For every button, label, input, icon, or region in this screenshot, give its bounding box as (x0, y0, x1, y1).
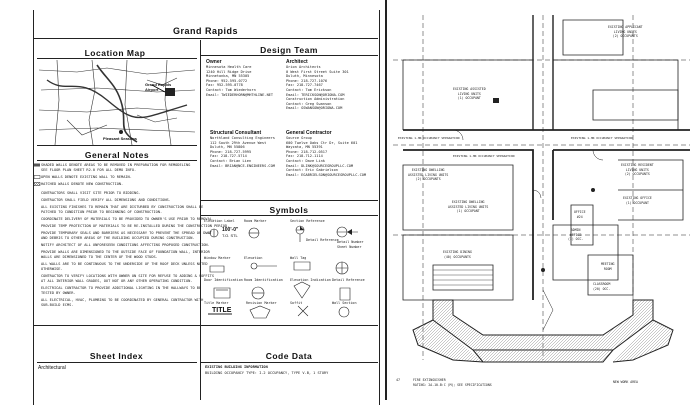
symbol-label: Door Identification (204, 278, 243, 282)
symbol-label: Wall Section (332, 301, 357, 305)
contractor-heading: General Contractor (286, 130, 332, 136)
symbols-heading: Symbols (269, 205, 309, 215)
symbol-label: Detail Reference (332, 278, 365, 282)
room-label: EXISTING DWELLING ASSISTED LIVING UNITS (2) OCCUPANTS (408, 168, 449, 182)
separation-label: EXISTING 1-HR OCCUPANCY SEPARATION (398, 136, 460, 140)
symbols-panel (202, 218, 378, 323)
legend-right: NEW WORK AREA (613, 380, 638, 384)
note-line: ELECTRICAL CONTRACTOR TO PROVIDE ADDITIONAL LIGHTING IN THE HALLWAYS TO BE (41, 286, 202, 290)
owner-line: Email: TWIEDERHORN@MHTHLINE.NET (206, 92, 274, 97)
contractor-line: Fax: 218-712-1114 (286, 154, 323, 159)
room-label: EXISTING DINING (40) OCCUPANTS (443, 250, 472, 259)
architect-line: Contact: Tom Erickson (286, 87, 332, 92)
architect-line: Construction Administration (286, 97, 345, 102)
owner-block (206, 59, 284, 97)
legend-left: FIRE EXTINGUISHER RATING: 2A-10-B:C (M); SEE SPECIFICATIONS (413, 378, 492, 387)
elev-value: 100'-0" (222, 227, 239, 233)
symbol-label: Revision Marker (246, 301, 277, 305)
contractor-line: Contact: Dave Link (286, 158, 325, 163)
owner-line: Phone: 952-595-0772 (206, 78, 248, 83)
airport-label: Grand Rapids Airport (145, 82, 172, 92)
symbol-label: Section Reference (290, 219, 325, 223)
architect-line: Duluth, Minnesota (286, 74, 323, 79)
architect-line: Orion Architects (286, 65, 321, 69)
symbol-label: Sheet Number (337, 245, 362, 249)
corner-number: 47 (396, 378, 401, 382)
general-notes-heading: General Notes (84, 150, 150, 160)
room-label: MEETING ROOM (601, 262, 615, 271)
contractor-line: 600 Twelve Oaks Ctr Dr, Suite 601 (286, 140, 358, 145)
owner-line: Contact: Tom Wiederhorn (206, 87, 256, 92)
sheet-title: Grand Rapids (172, 26, 238, 36)
owner-line: Minnesota Health Care (206, 65, 252, 69)
architect-heading: Architect (286, 59, 308, 65)
location-map-rule (37, 58, 197, 59)
general-notes-rule (37, 160, 197, 161)
contractor-block (286, 130, 376, 177)
symbol-label: Title Marker (204, 301, 229, 305)
note-line: SUB-BUILD ECMS. (41, 302, 74, 307)
note-line: NOTIFY ARCHITECT OF ALL UNFORESEEN CONDITIONS AFFECTING PROPOSED CONSTRUCTION. (41, 243, 210, 247)
owner-line: Minnetonka, MN 55305 (206, 74, 250, 79)
architect-line: Email: TERICKSON@ORIONA.COM (286, 92, 345, 97)
symbol-label: Wall Tag (290, 256, 307, 260)
architect-block (286, 59, 376, 111)
contractor-line: Email: DLINK@SOURCEGROUPLLC.COM (286, 163, 354, 168)
room-label: EXISTING DWELLING ASSISTED LIVING UNITS (1) OCCUPANT (448, 200, 489, 214)
sheet-index-heading: Sheet Index (89, 351, 144, 361)
room-label: EXISTING APPLICANT LIVING UNITS (2) OCCUPANTS (608, 25, 643, 39)
note-line: TESTED BY OWNER. (41, 290, 76, 295)
note-line: SEE FLOOR PLAN SHEET R2.0 FOR ALL DEMO INFO. (41, 167, 137, 172)
note-line: ALL EXISTING FINISHES TO REMAIN THAT ARE DISTURBED BY CONSTRUCTION SHALL BE (41, 205, 204, 209)
contractor-line: Phone: 218-712-0517 (286, 149, 328, 154)
symbol-label: Room Identification (244, 278, 283, 282)
note-line: COORDINATE DELIVERY OF MATERIALS TO BE PROVIDED TO OWNER'S USE PRIOR TO REMOVAL. (41, 217, 215, 221)
location-map (37, 60, 197, 146)
symbol-label: Elevation Indication (290, 278, 331, 282)
design-team-heading: Design Team (260, 45, 318, 55)
room-label: EXISTING RESIDENT LIVING UNITS (2) OCCUPANTS (621, 163, 654, 177)
symbol-label: Room Marker (244, 219, 267, 223)
contractor-line: Source Group (286, 136, 312, 140)
location-map-heading: Location Map (84, 48, 146, 58)
symbol-label: Elevation Label (204, 219, 235, 223)
room-label: EXISTING OFFICE (1) OCCUPANT (623, 196, 652, 205)
structural-line: Duluth, MN 55806 (210, 145, 245, 150)
code-data-line: BUILDING OCCUPANCY TYPE: I-2 OCCUPANCY, TYPE V-B, 1 STORY (205, 371, 329, 375)
note-line: AND DEBRIS TO OTHER AREAS OF THE BUILDING OCCUPIED DURING CONSTRUCTION. (41, 235, 195, 240)
architect-line: Email: GSWANSON@ORIONA.COM (286, 106, 343, 111)
symbols-top-rule (200, 200, 378, 201)
architect-line: Contact: Greg Swanson (286, 101, 332, 106)
note-line: OPEN WALLS DENOTE EXISTING WALL TO REMAIN. (41, 175, 132, 179)
note-line: ALL ELECTRICAL, HVAC, PLUMBING TO BE COORDINATED BY GENERAL CONTRACTOR WITH (41, 298, 204, 302)
separation-label: EXISTING 1-HR OCCUPANCY SEPARATION (453, 154, 515, 158)
code-data-line: EXISTING BUILDING INFORMATION (205, 365, 268, 369)
title-marker-text: TITLE (212, 307, 232, 314)
structural-line: Phone: 218-727-5995 (210, 149, 252, 154)
contractor-line: Email: EGABRIELSON@SOURCEGROUPLLC.COM (286, 172, 367, 177)
structural-line: Contact: Brian Lien (210, 158, 252, 163)
design-team-rule (200, 55, 378, 56)
owner-heading: Owner (206, 59, 222, 65)
note-line: CONTRACTORS SHALL VISIT SITE PRIOR TO BIDDING. (41, 191, 141, 195)
structural-line: Northland Consulting Engineers (210, 136, 275, 140)
design-team-vrule (200, 40, 201, 200)
room-label: OFFICE #24 (574, 210, 586, 219)
symbol-label: Elevation (244, 256, 263, 260)
right-sheet (393, 0, 690, 400)
structural-line: Email: BRIAN@NCE-ENGINEERS.COM (210, 163, 275, 168)
code-data-heading: Code Data (265, 351, 313, 361)
note-line: HATCHED WALLS DENOTE NEW CONSTRUCTION. (41, 182, 124, 186)
title-rule (33, 38, 378, 39)
note-line: PATCHED TO CONDITION PRIOR TO BEGINNING OF CONSTRUCTION. (41, 209, 163, 214)
sheet-index-rule (37, 362, 197, 363)
room-label: EXISTING ASSISTED LIVING UNITS (1) OCCUPANT (453, 87, 486, 101)
park-label: Pleasant Seasons (103, 136, 138, 141)
symbol-label: Detail Number (337, 240, 364, 244)
contractor-line: Contact: Eric Gabrielson (286, 168, 338, 173)
note-line: ALL WALLS ARE TO BE CONTINUOUS TO THE UNDERSIDE OF THE ROOF DECK UNLESS NOTED (41, 262, 208, 266)
structural-line: Fax: 218-727-5714 (210, 154, 247, 159)
symbol-label: Soffit (290, 301, 303, 305)
note-line: AT ALL INTERIOR WALL GRADES, OUT NOT OR ANY OTHER OPERATING CONDITION. (41, 278, 193, 283)
sheet-index-first: Architectural (38, 365, 66, 371)
symbol-label: Window Marker (204, 256, 231, 260)
note-line: WALLS ARE DIMENSIONED TO THE CENTER OF THE WOOD STUDS. (41, 254, 158, 259)
map-graphic (37, 60, 197, 145)
symbols-vrule (200, 200, 201, 325)
bottom-rule (33, 325, 378, 326)
symbol-label: Detail Reference (306, 238, 339, 242)
architect-line: Phone: 218-727-1076 (286, 78, 328, 83)
note-line: CONTRACTOR TO VERIFY LOCATIONS WITH OWNER ON SITE FOR REFUSE TO ADDING & SOFFITS (41, 274, 215, 278)
note-line: PROVIDE TEMP PROTECTION OF MATERIALS TO BE RE-INSTALLED DURING THE CONSTRUCTION PERIOD. (41, 224, 230, 228)
code-data-rule (200, 362, 378, 363)
structural-line: 112 South 29th Avenue West (210, 140, 267, 145)
room-label: CLASSROOM (20) OCC. (593, 282, 611, 291)
note-line: CONTRACTOR SHALL FIELD VERIFY ALL DIMENSIONS AND CONDITIONS. (41, 198, 171, 202)
note-line: PROVIDE WALLS ARE DIMENSIONED TO THE OUTSIDE FACE OF FOUNDATION WALL, INTERIOR (41, 250, 210, 254)
architect-line: Fax: 218-727-7467 (286, 83, 323, 88)
contractor-line: Wayzata, MN 55391 (286, 145, 323, 150)
elev-sub: T.O. STL (222, 233, 238, 238)
note-swatches (33, 163, 43, 188)
architect-line: 0 West First Street Suite 301 (286, 69, 349, 74)
note-line: PROVIDE TEMPORARY SEALS AND BARRIERS AS NECESSARY TO PREVENT THE SPREAD OF DUST (41, 231, 212, 235)
symbols-rule (200, 215, 378, 216)
note-line: OTHERWISE. (41, 266, 63, 271)
structural-heading: Structural Consultant (210, 130, 262, 136)
structural-block (210, 130, 288, 168)
room-label: ADMIN OFFICE (1) OCC. (568, 228, 584, 242)
owner-line: 1240 Hill Ridge Drive (206, 69, 252, 74)
owner-line: Fax: 952-595-0778 (206, 83, 243, 88)
note-line: SHADED WALLS DENOTE AREAS TO BE REMOVED IN PREPARATION FOR REMODELING (41, 163, 191, 167)
separation-label: EXISTING 1-HR OCCUPANCY SEPARATION (571, 136, 633, 140)
